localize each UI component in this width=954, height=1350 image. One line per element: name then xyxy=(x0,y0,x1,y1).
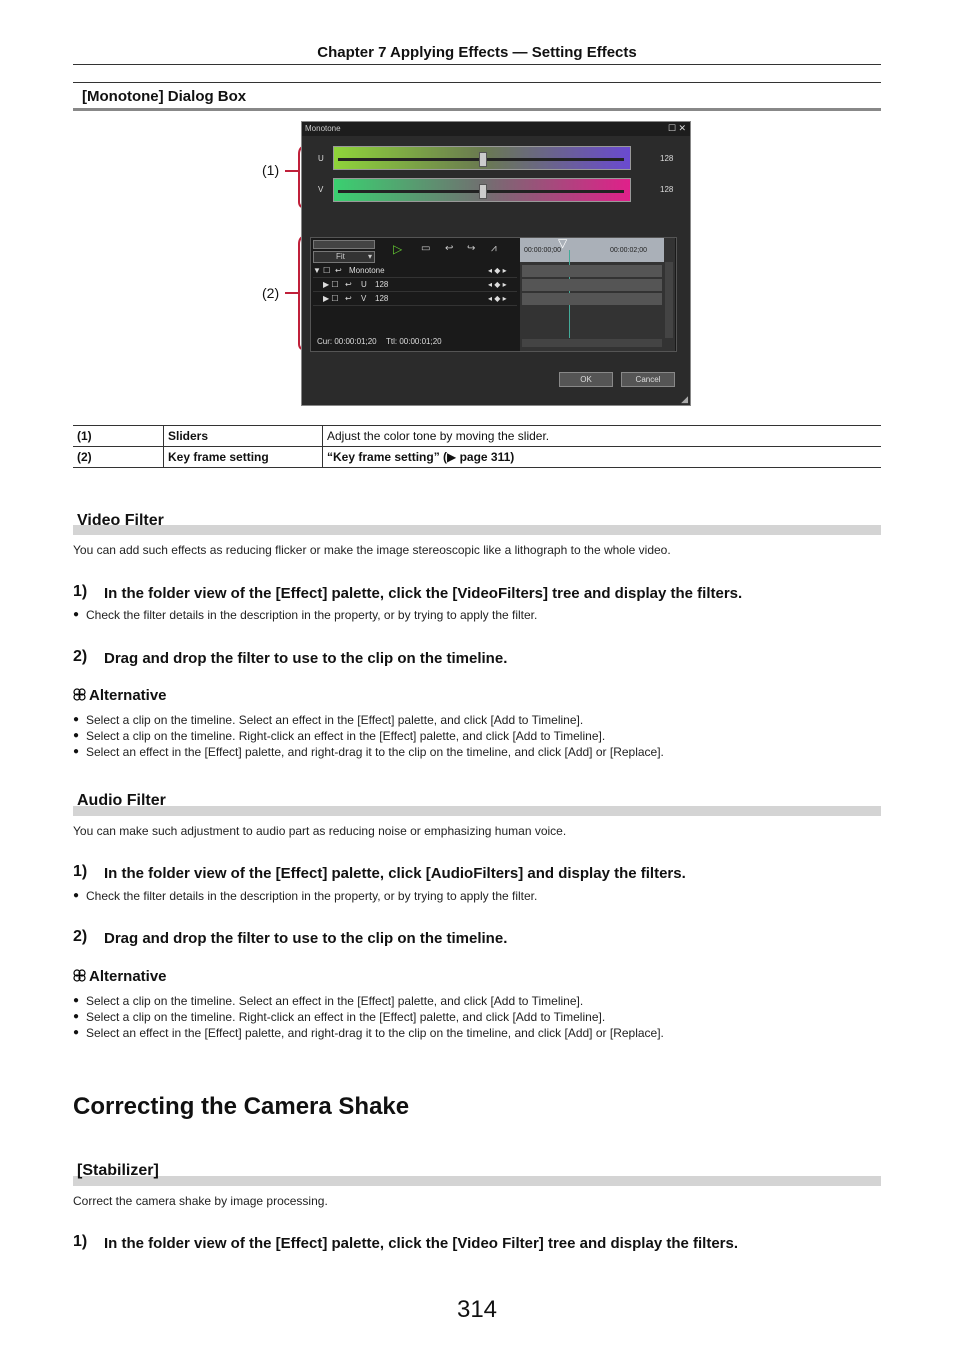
step-text: In the folder view of the [Effect] palette, click [AudioFilters] and display the filters. xyxy=(104,865,686,882)
list-item: Select a clip on the timeline. Select an effect in the [Effect] palette, and click [Add to Timeline]. xyxy=(86,713,584,727)
next-keyframe-icon[interactable]: ↪ xyxy=(467,243,476,254)
section-title-video-filter: Video Filter xyxy=(77,512,164,529)
slider-u-knob[interactable] xyxy=(479,152,487,167)
dialog-window-buttons[interactable] xyxy=(668,123,686,134)
video-filter-intro: You can add such effects as reducing flicker or make the image stereoscopic like a lithograph to the whole video. xyxy=(73,543,671,557)
step-number: 2) xyxy=(73,648,88,665)
slider-u[interactable] xyxy=(333,146,631,170)
alternative-icon xyxy=(73,969,86,982)
play-icon[interactable]: ▷ xyxy=(393,242,403,256)
slider-v-label: V xyxy=(318,185,324,194)
fit-dropdown[interactable] xyxy=(313,251,375,263)
stabilizer-intro: Correct the camera shake by image processing. xyxy=(73,1194,328,1208)
cancel-button[interactable]: Cancel xyxy=(621,372,675,387)
reference-table xyxy=(73,425,881,468)
alternative-title: Alternative xyxy=(89,687,167,704)
page-heading: Correcting the Camera Shake xyxy=(73,1093,410,1120)
section-bar xyxy=(73,525,881,535)
ok-button[interactable]: OK xyxy=(559,372,613,387)
table-cell-name: Key frame setting xyxy=(164,447,323,468)
bullet-icon: ● xyxy=(73,890,80,901)
add-keyframe-icon[interactable]: ▭ xyxy=(421,243,431,254)
step-note: Check the filter details in the description in the property, or by trying to apply the filter. xyxy=(86,889,538,903)
section-title-stabilizer: [Stabilizer] xyxy=(77,1162,159,1179)
table-cell-name: Sliders xyxy=(164,426,323,447)
slider-v[interactable] xyxy=(333,178,631,202)
bullet-icon: ● xyxy=(73,1011,80,1022)
bullet-icon: ● xyxy=(73,609,80,620)
section-rule-bottom xyxy=(73,108,881,111)
step-number: 2) xyxy=(73,928,88,945)
time-end: 00:00:02;00 xyxy=(610,247,647,254)
keyframe-timeline[interactable] xyxy=(520,238,675,351)
slider-u-value: 128 xyxy=(660,154,674,163)
page-number: 314 xyxy=(456,1296,498,1323)
callout-1: (1) xyxy=(262,162,280,178)
alternative-heading xyxy=(73,968,167,985)
fit-label: Fit xyxy=(336,252,345,261)
section-bar xyxy=(73,1176,881,1186)
audio-filter-intro: You can make such adjustment to audio part as reducing noise or emphasizing human voice. xyxy=(73,824,567,838)
dialog-section-title: [Monotone] Dialog Box xyxy=(82,88,247,105)
horizontal-scrollbar[interactable] xyxy=(522,339,662,347)
table-cell-desc: Adjust the color tone by moving the slider. xyxy=(323,426,882,447)
table-cell-num: (1) xyxy=(73,426,164,447)
table-row xyxy=(73,426,881,447)
chevron-down-icon: ▾ xyxy=(367,252,372,261)
keyframe-panel xyxy=(310,237,677,352)
bullet-icon: ● xyxy=(73,730,80,741)
kf-row-monotone[interactable]: ▼ ☐ ↩ Monotone ◂ ◆ ▸ xyxy=(313,265,517,278)
table-row xyxy=(73,447,881,468)
zoom-slider[interactable] xyxy=(313,240,375,249)
step-number: 1) xyxy=(73,863,88,880)
ttl-time: Ttl: 00:00:01;20 xyxy=(386,337,442,346)
step-note: Check the filter details in the description in the property, or by trying to apply the filter. xyxy=(86,608,538,622)
bullet-icon: ● xyxy=(73,746,80,757)
slider-u-label: U xyxy=(318,154,324,163)
table-cell-link[interactable]: “Key frame setting” (▶ page 311) xyxy=(323,447,882,468)
monotone-dialog xyxy=(301,121,691,406)
list-item: Select a clip on the timeline. Right-click an effect in the [Effect] palette, and click [Add to Timeline]. xyxy=(86,1010,606,1024)
bullet-icon: ● xyxy=(73,995,80,1006)
kf-row-u[interactable]: ▶ ☐ ↩ U 128 ◂ ◆ ▸ xyxy=(313,279,517,292)
dialog-title: Monotone xyxy=(305,124,341,133)
list-item: Select a clip on the timeline. Right-click an effect in the [Effect] palette, and click [Add to Timeline]. xyxy=(86,729,606,743)
alternative-title: Alternative xyxy=(89,968,167,985)
bullet-icon: ● xyxy=(73,1027,80,1038)
slider-v-value: 128 xyxy=(660,185,674,194)
maximize-icon[interactable]: ☐ xyxy=(667,123,676,133)
alternative-heading xyxy=(73,687,167,704)
step-text: Drag and drop the filter to use to the clip on the timeline. xyxy=(104,650,508,667)
graph-icon[interactable]: ⩘ xyxy=(491,243,497,254)
close-icon[interactable]: ✕ xyxy=(678,123,686,133)
slider-v-knob[interactable] xyxy=(479,184,487,199)
section-title-audio-filter: Audio Filter xyxy=(77,792,166,809)
step-text: In the folder view of the [Effect] palette, click the [VideoFilters] tree and display the filters. xyxy=(104,585,743,602)
list-item: Select a clip on the timeline. Select an effect in the [Effect] palette, and click [Add to Timeline]. xyxy=(86,994,584,1008)
callout-2: (2) xyxy=(262,285,280,301)
time-start: 00:00:00;00 xyxy=(524,247,561,254)
bullet-icon: ● xyxy=(73,714,80,725)
kf-row-v[interactable]: ▶ ☐ ↩ V 128 ◂ ◆ ▸ xyxy=(313,293,517,306)
list-item: Select an effect in the [Effect] palette, and right-drag it to the clip on the timeline, and click [Add] or [Replace]. xyxy=(86,745,664,759)
header-rule xyxy=(73,64,881,65)
resize-grip-icon[interactable]: ◢ xyxy=(681,394,688,404)
dialog-titlebar xyxy=(302,122,690,136)
playhead-icon[interactable]: ▽ xyxy=(558,236,568,250)
list-item: Select an effect in the [Effect] palette, and right-drag it to the clip on the timeline, and click [Add] or [Replace]. xyxy=(86,1026,664,1040)
prev-keyframe-icon[interactable]: ↩ xyxy=(445,243,454,254)
alternative-icon xyxy=(73,688,86,701)
step-text: In the folder view of the [Effect] palette, click the [Video Filter] tree and display the filters. xyxy=(104,1235,739,1252)
step-number: 1) xyxy=(73,583,88,600)
step-text: Drag and drop the filter to use to the clip on the timeline. xyxy=(104,930,508,947)
step-number: 1) xyxy=(73,1233,88,1250)
section-rule-top xyxy=(73,82,881,83)
chapter-header: Chapter 7 Applying Effects — Setting Effects xyxy=(317,44,637,61)
cur-time: Cur: 00:00:01;20 xyxy=(317,337,377,346)
vertical-scrollbar[interactable] xyxy=(665,262,673,338)
section-bar xyxy=(73,806,881,816)
table-cell-num: (2) xyxy=(73,447,164,468)
